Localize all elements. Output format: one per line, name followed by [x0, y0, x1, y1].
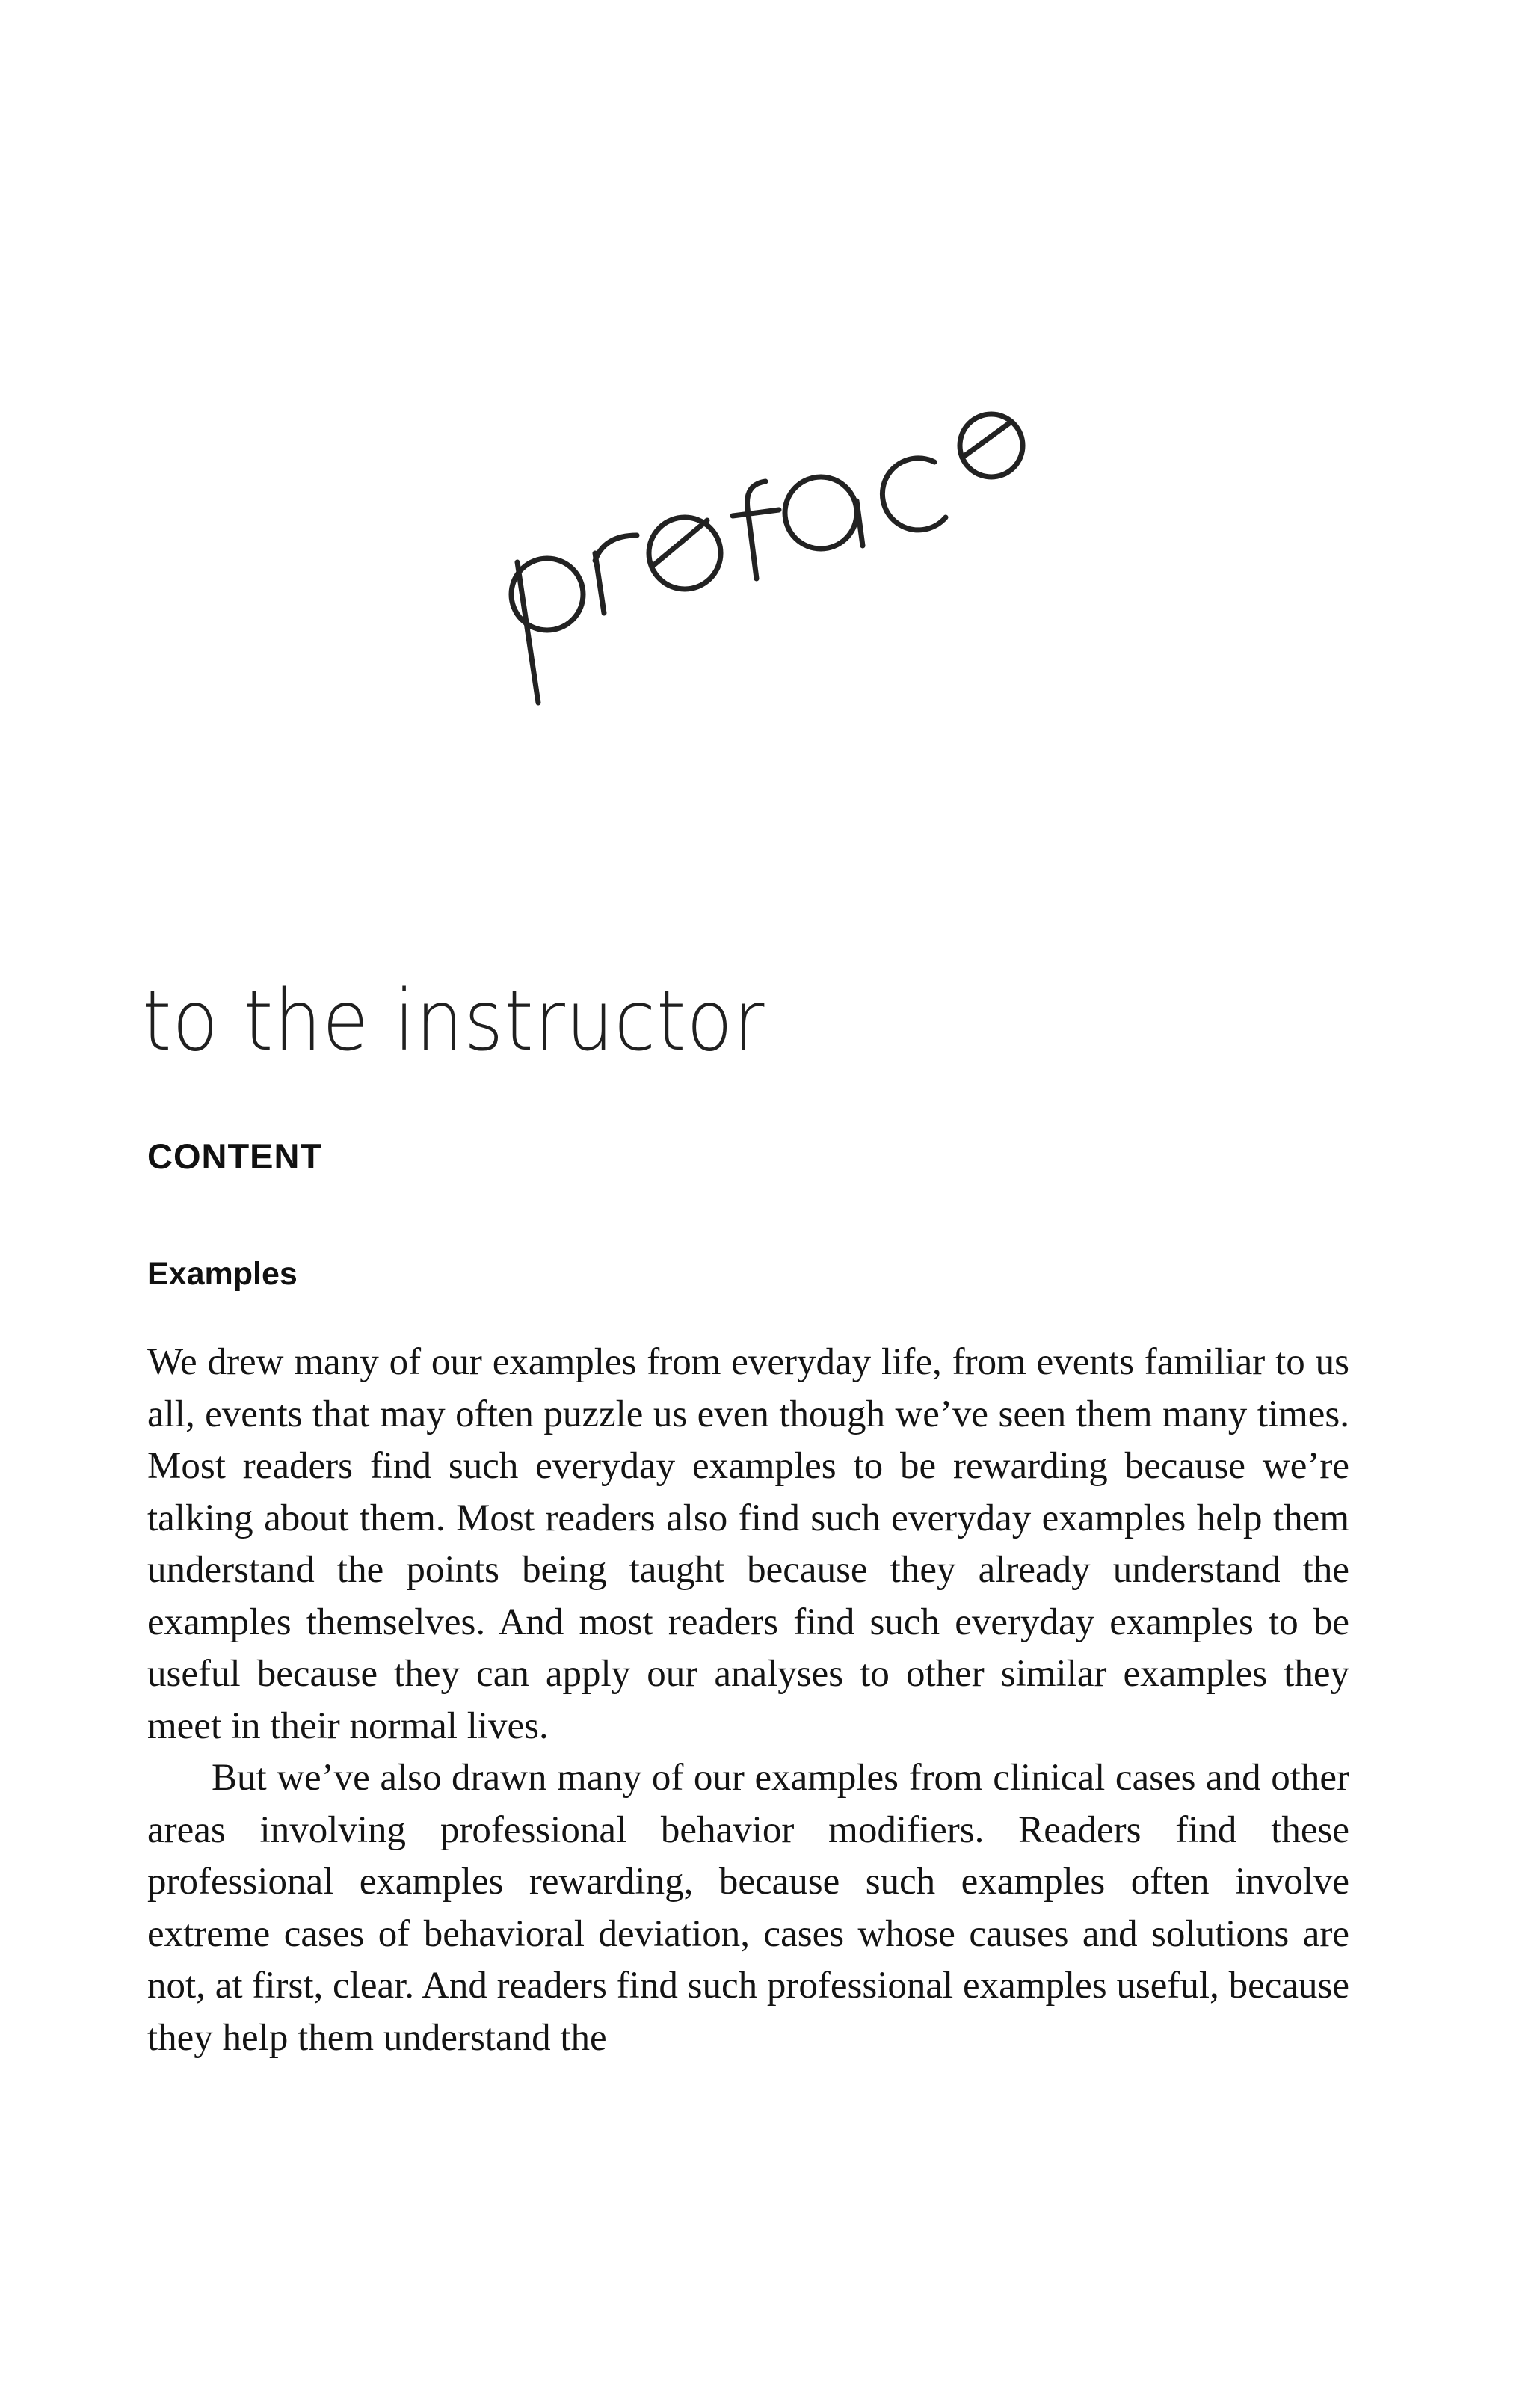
letter-f: [733, 481, 779, 579]
preface-title: [463, 389, 1032, 733]
letter-e-2: [960, 414, 1023, 477]
preface-lettering: [463, 389, 1032, 733]
examples-heading: Examples: [147, 1256, 298, 1292]
body-text: [147, 1337, 1349, 2064]
paragraph-2: But we’ve also drawn many of our examples from clinical cases and other areas involving professional behavior modifiers. Readers find these professional examples rewarding, because such examples often involve extreme cases of behavioral deviation, cases whose causes and solutions are not, at first, clear. And readers find such professional examples useful, because they help them understand the: [147, 1757, 1349, 2059]
letter-p: [511, 558, 583, 703]
letter-a: [785, 477, 863, 549]
letter-c: [882, 458, 946, 530]
letter-e: [649, 517, 721, 589]
letter-r: [595, 535, 637, 613]
content-heading: CONTENT: [147, 1136, 323, 1176]
section-title: to the instructor: [142, 973, 766, 1070]
paragraph-1: We drew many of our examples from everyday life, from events familiar to us all, events that may often puzzle us even though we’ve seen them many times. Most readers find such everyday examples to be rewarding because we’re talking about them. Most readers also find such everyday examples help them understand the points being taught because they already understand the examples themselves. And most readers find such everyday examples to be useful because they can apply our analyses to other similar examples they meet in their normal lives.: [147, 1341, 1349, 1747]
